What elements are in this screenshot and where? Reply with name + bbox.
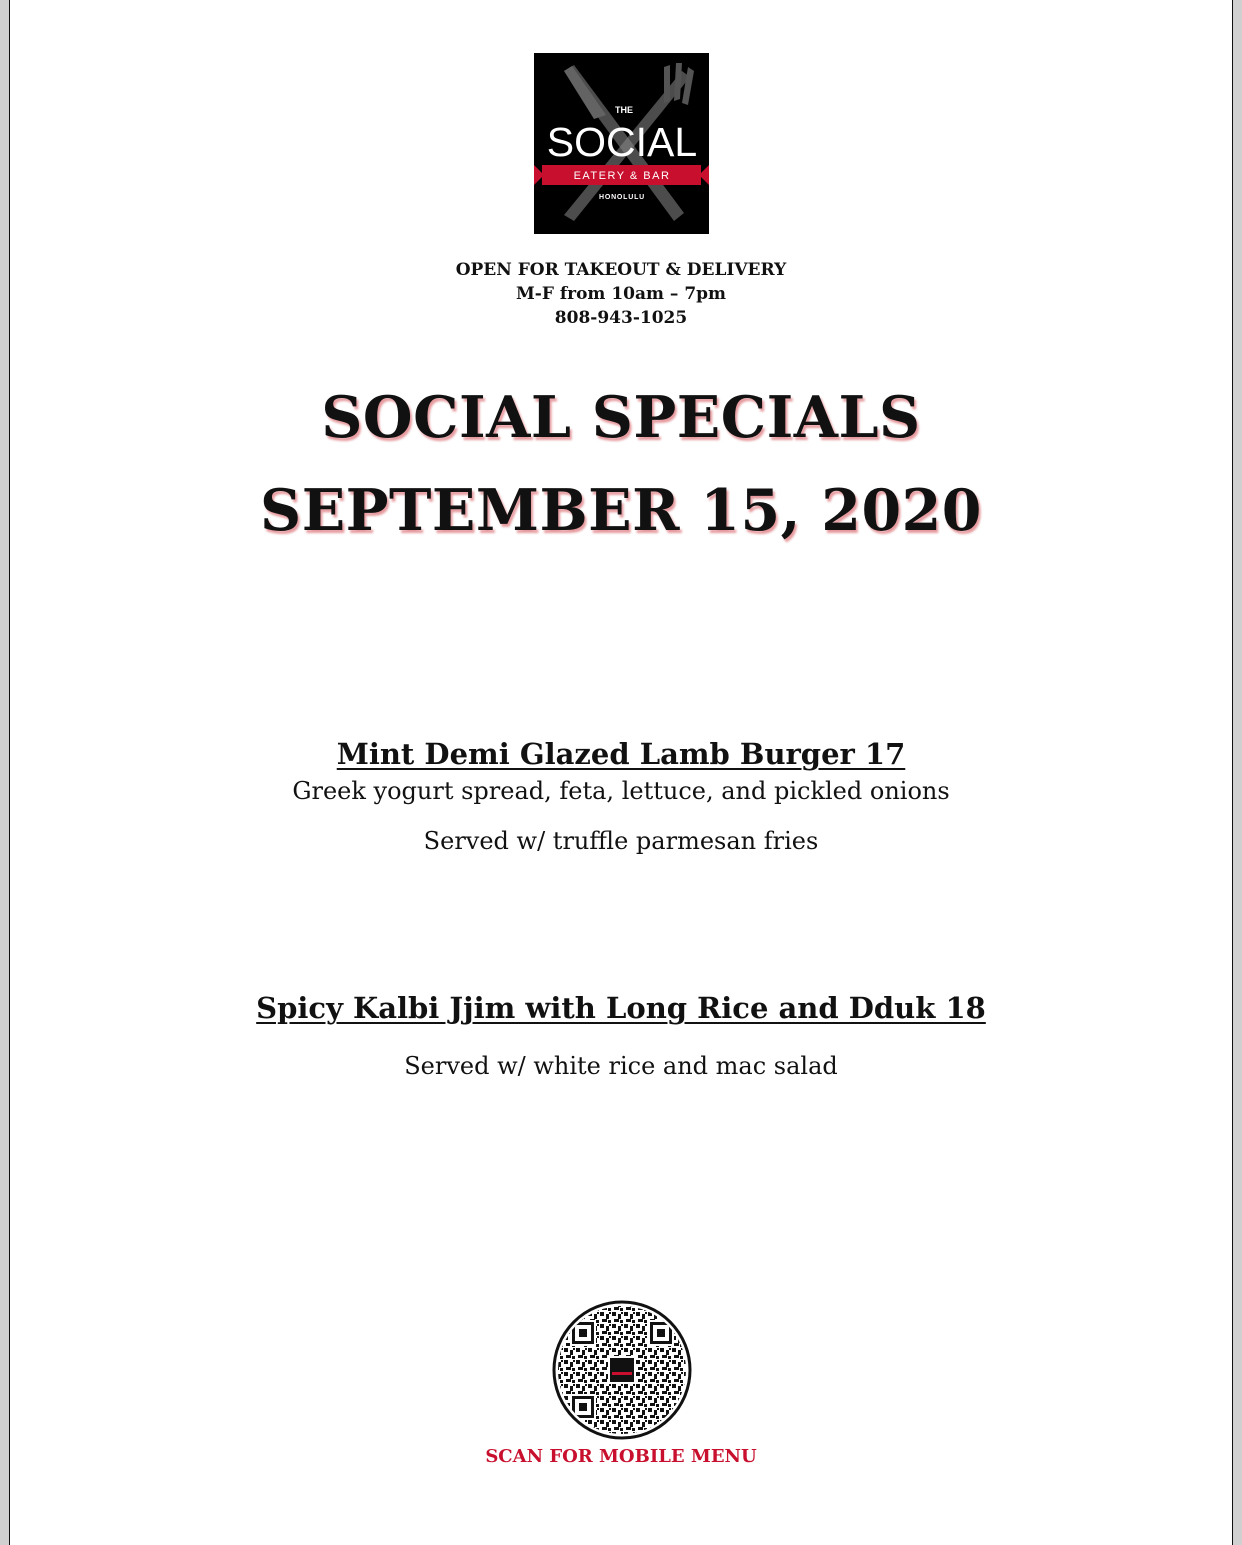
hours-line: M-F from 10am – 7pm [515, 284, 727, 304]
page-title: SOCIAL SPECIALS [321, 384, 921, 451]
special-1-title: Mint Demi Glazed Lamb Burger 17 [336, 737, 906, 771]
hours-contact-block [0, 258, 1242, 330]
phone-number: 808-943-1025 [554, 308, 688, 328]
special-2-title: Spicy Kalbi Jjim with Long Rice and Dduk 18 [256, 991, 986, 1025]
special-1-description: Greek yogurt spread, feta, lettuce, and pickled onions [292, 777, 950, 805]
logo-the: THE [615, 105, 633, 115]
qr-caption: SCAN FOR MOBILE MENU [485, 1446, 757, 1467]
page-edge-right [1232, 0, 1242, 1545]
page-date: SEPTEMBER 15, 2020 [260, 477, 982, 544]
service-line: OPEN FOR TAKEOUT & DELIVERY [455, 260, 787, 280]
qr-code[interactable] [552, 1300, 692, 1440]
restaurant-logo [534, 53, 709, 234]
page-edge-left [0, 0, 10, 1545]
logo-banner-text: EATERY & BAR [573, 170, 671, 182]
special-1-served: Served w/ truffle parmesan fries [423, 827, 819, 855]
logo-city: HONOLULU [598, 194, 646, 201]
logo-name: SOCIAL [546, 119, 698, 165]
special-2-served: Served w/ white rice and mac salad [404, 1052, 838, 1080]
